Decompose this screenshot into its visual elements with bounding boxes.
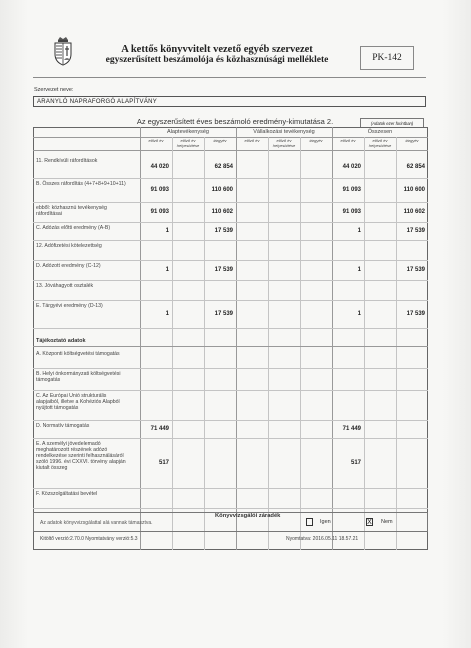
group-header-business: Vállalkozási tevékenység: [253, 129, 315, 135]
row-divider: [33, 280, 428, 281]
print-timestamp: Nyomtatva: 2016.05.11 18.57.21: [286, 536, 359, 542]
row-divider: [33, 488, 428, 489]
value-cell[interactable]: 17 539: [214, 228, 233, 234]
value-cell[interactable]: 17 539: [406, 267, 425, 273]
value-cell[interactable]: 110 602: [211, 209, 233, 215]
value-cell[interactable]: 1: [165, 267, 169, 273]
audit-yes-label: Igen: [320, 519, 331, 525]
value-cell[interactable]: 71 449: [342, 426, 361, 432]
row-label: A. Központi költségvetési támogatás: [36, 351, 120, 357]
audit-note: Az adatok könyvvizsgálattal alá vannak támasztva.: [40, 520, 153, 526]
value-cell[interactable]: 1: [165, 228, 169, 234]
column-subheader: előző év helyesbítése: [176, 138, 200, 148]
form-title: [86, 44, 348, 66]
organization-label: Szervezet neve:: [34, 87, 74, 93]
row-label: ebből: közhasznú tevékenység ráfordításai: [36, 205, 107, 217]
value-cell[interactable]: 44 020: [150, 164, 169, 170]
column-subheader: előző év: [340, 138, 356, 143]
row-label: B. Helyi önkormányzati költségvetési támogatás: [36, 371, 121, 383]
row-label: C. Adózás előtti eredmény (A-B): [36, 225, 111, 231]
value-cell[interactable]: 17 539: [406, 228, 425, 234]
row-divider: [33, 260, 428, 261]
value-cell[interactable]: 44 020: [342, 164, 361, 170]
row-divider: [33, 508, 428, 509]
row-label: E. Tárgyévi eredmény (D-13): [36, 303, 103, 309]
value-cell[interactable]: 110 600: [211, 187, 233, 193]
value-cell[interactable]: 91 093: [150, 209, 169, 215]
software-version: Kitöltő verzió:2.70.0 Nyomtatvány verzió:5.3: [40, 536, 138, 542]
value-cell[interactable]: 110 600: [403, 187, 425, 193]
value-cell[interactable]: 1: [357, 267, 361, 273]
value-cell[interactable]: 91 093: [342, 209, 361, 215]
value-cell[interactable]: 110 602: [403, 209, 425, 215]
value-cell[interactable]: 1: [357, 228, 361, 234]
row-label: B. Összes ráfordítás (4+7+8+9+10+11): [36, 181, 126, 187]
row-divider: [33, 240, 428, 241]
row-label: 12. Adófizetési kötelezettség: [36, 243, 102, 249]
row-label: F. Közszolgáltatási bevétel: [36, 491, 98, 497]
info-section-title: Tájékoztató adatok: [36, 338, 86, 344]
row-divider: [33, 420, 428, 421]
value-cell[interactable]: 1: [357, 311, 361, 317]
row-label: C. Az Európai Unió strukturális alapjaiból, illetve a Kohéziós Alapból nyújtott támogatás: [36, 393, 120, 411]
row-divider: [33, 300, 428, 301]
column-subheader: tárgyév: [213, 138, 227, 143]
header-divider: [33, 77, 426, 78]
value-cell[interactable]: 517: [350, 460, 361, 466]
section-divider: [33, 346, 428, 347]
column-subheader: tárgyév: [405, 138, 419, 143]
value-cell[interactable]: 517: [158, 460, 169, 466]
row-divider: [33, 390, 428, 391]
audit-no-checkbox[interactable]: X: [367, 519, 372, 526]
organization-name-field[interactable]: ARANYLÓ NAPRAFORGÓ ALAPÍTVÁNY: [33, 96, 426, 107]
row-label: D. Adózott eredmény (C-12): [36, 263, 101, 269]
table-title: Az egyszerűsített éves beszámoló eredmény-kimutatása 2.: [136, 117, 334, 126]
unit-note: (Adatok ezer forintban): [360, 118, 424, 128]
row-label: E. A személyi jövedelemadó meghatározott részének adózó rendelkezése szerinti felhasználásáról szóló 1996. évi CXXVI. törvény alapján kiutalt összeg: [36, 441, 126, 471]
group-header-total: Összesen: [367, 129, 393, 135]
audit-no-label: Nem: [381, 519, 393, 525]
row-divider: [33, 328, 428, 329]
row-label: 13. Jóváhagyott osztalék: [36, 283, 94, 289]
row-divider: [33, 368, 428, 369]
row-label: D. Normatív támogatás: [36, 423, 90, 429]
column-divider: [236, 127, 237, 550]
value-cell[interactable]: 91 093: [150, 187, 169, 193]
value-cell[interactable]: 91 093: [342, 187, 361, 193]
row-divider: [33, 202, 428, 203]
value-cell[interactable]: 62 854: [406, 164, 425, 170]
column-subheader: előző év: [148, 138, 164, 143]
audit-clause-title: Könyvvizsgálói záradék: [215, 513, 281, 519]
group-header-core: Alaptevékenység: [167, 129, 209, 135]
column-subheader: előző év helyesbítése: [272, 138, 296, 148]
value-cell[interactable]: 17 539: [214, 267, 233, 273]
column-subheader: előző év: [244, 138, 260, 143]
column-subheader: előző év helyesbítése: [368, 138, 392, 148]
form-title-line2: egyszerűsített beszámolója és közhasznúsági melléklete: [105, 55, 329, 65]
form-code: PK-142: [360, 46, 414, 70]
row-divider: [33, 178, 428, 179]
value-cell[interactable]: 17 539: [406, 311, 425, 317]
form-title-line1: A kettős könyvvitelt vezető egyéb szervezet: [121, 44, 313, 55]
row-label: 11. Rendkívüli ráfordítások: [36, 158, 98, 164]
header-rule: [33, 150, 428, 151]
audit-yes-checkbox[interactable]: [306, 518, 313, 526]
value-cell[interactable]: 71 449: [150, 426, 169, 432]
value-cell[interactable]: 1: [165, 311, 169, 317]
row-divider: [33, 438, 428, 439]
column-subheader: tárgyév: [309, 138, 323, 143]
value-cell[interactable]: 17 539: [214, 311, 233, 317]
row-divider: [33, 222, 428, 223]
value-cell[interactable]: 62 854: [214, 164, 233, 170]
header-rule: [33, 137, 428, 138]
hungarian-coat-of-arms-icon: [52, 36, 74, 66]
